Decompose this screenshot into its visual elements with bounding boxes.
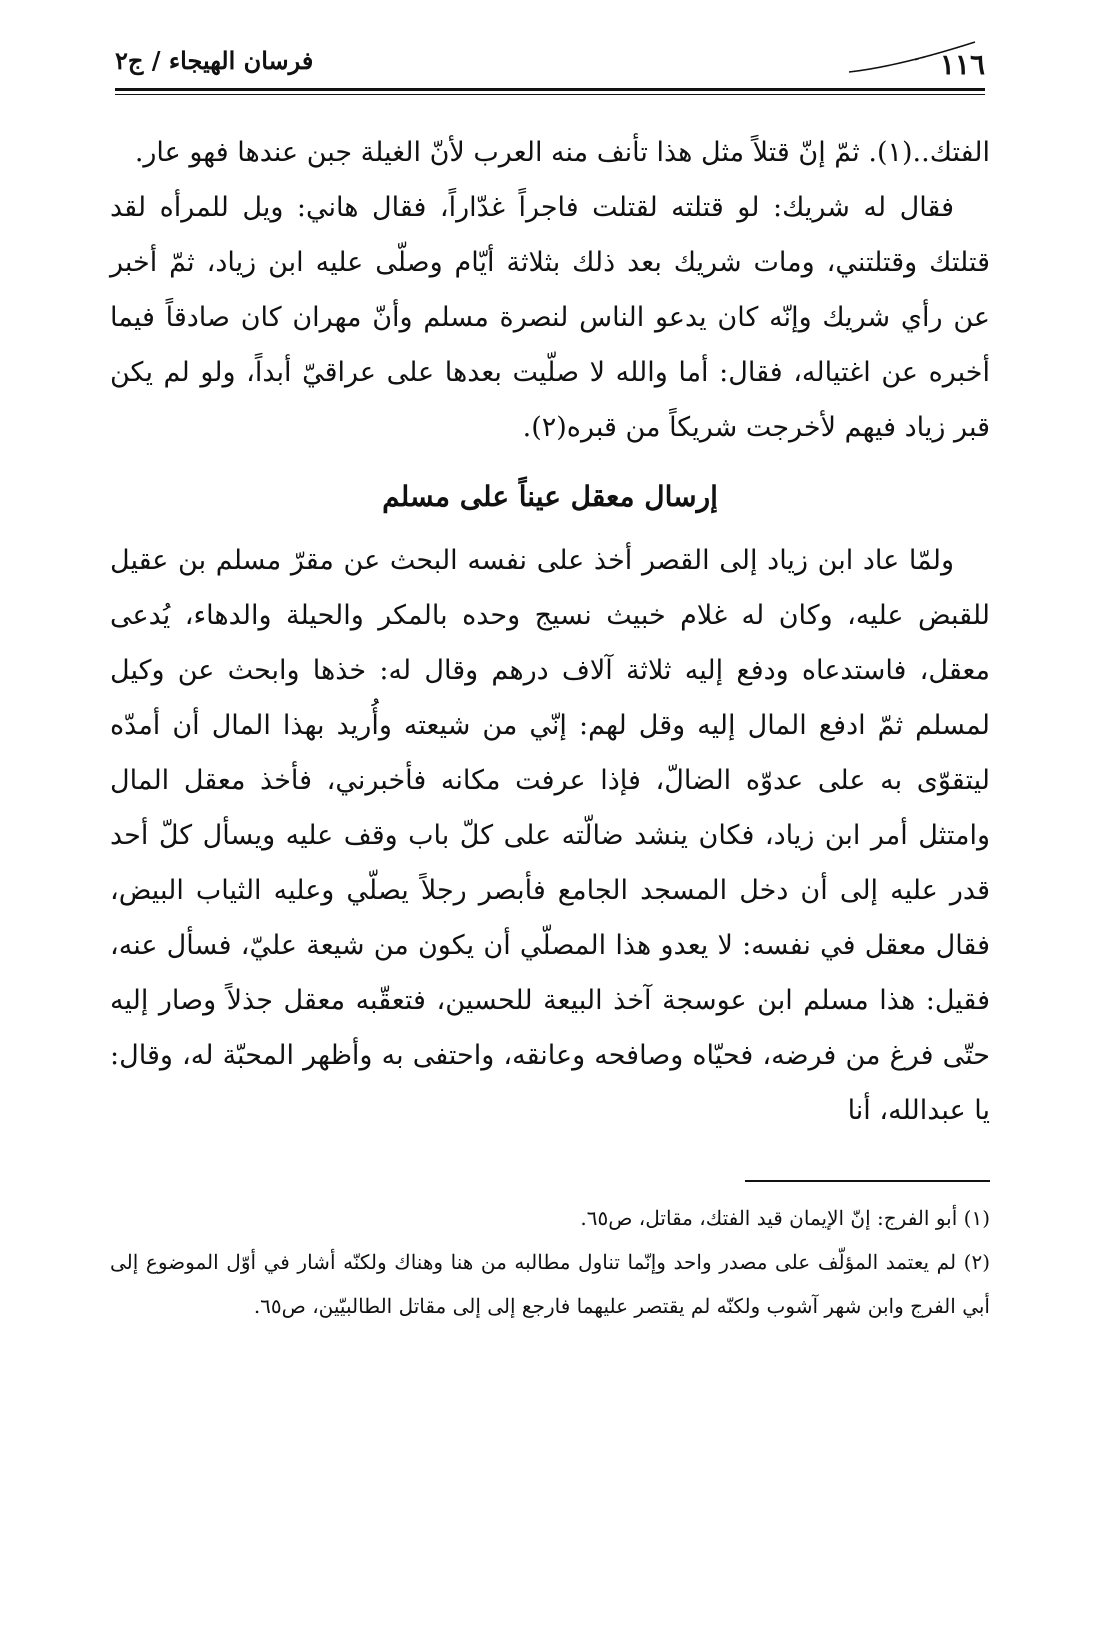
paragraph-sharik: فقال له شريك: لو قتلته لقتلت فاجراً غدّاراً، فقال هاني: ويل للمرأه لقد قتلتك وقتلتني، ومات شريك بعد ذلك بثلاثة أيّام وصلّى عليه ابن زياد، ثمّ أخبر عن رأي شريك وإنّه كان يدعو الناس لنصرة مسلم وأنّ مهران كان صادقاً فيما أخبره عن اغتياله، فقال: أما والله لا صلّيت بعدها على عراقيّ أبداً، ولو لم يكن قبر زياد فيهم لأخرجت شريكاً من قبره(٢). (110, 192, 990, 443)
running-title: فرسان الهيجاء / ج٢ (115, 46, 314, 75)
footnotes (110, 1196, 990, 1328)
footnote-separator (745, 1180, 990, 1182)
footnote-2: (٢) لم يعتمد المؤلّف على مصدر واحد وإنّما تناول مطالبه من هنا وهناك ولكنّه أشار في أوّل الموضوع إلى أبي الفرج وابن شهر آشوب ولكنّه لم يقتصر عليهما فارجع إلى إلى مقاتل الطالبيّين، ص٦٥. (110, 1250, 990, 1318)
footnote-1: (١) أبو الفرج: إنّ الإيمان قيد الفتك، مقاتل، ص٦٥. (580, 1206, 990, 1230)
page-header (115, 38, 985, 98)
paragraph-maqil: ولمّا عاد ابن زياد إلى القصر أخذ على نفسه البحث عن مقرّ مسلم بن عقيل للقبض عليه، وكان له غلام خبيث نسيج وحده بالمكر والحيلة والدهاء، يُدعى معقل، فاستدعاه ودفع إليه ثلاثة آلاف درهم وقال له: خذها وابحث عن وكيل لمسلم ثمّ ادفع المال إليه وقل لهم: إنّي من شيعته وأُريد بهذا المال أن أمدّه ليتقوّى به على عدوّه الضالّ، فإذا عرفت مكانه فأخبرني، فأخذ معقل المال وامتثل أمر ابن زياد، فكان ينشد ضالّته على كلّ باب وقف عليه ويسأل كلّ أحد قدر عليه إلى أن دخل المسجد الجامع فأبصر رجلاً يصلّي وعليه الثياب البيض، فقال معقل في نفسه: لا يعدو هذا المصلّي أن يكون من شيعة عليّ، فسأل عنه، فقيل: هذا مسلم ابن عوسجة آخذ البيعة للحسين، فتعقّبه معقل جذلاً وصار إليه حتّى فرغ من فرضه، فحيّاه وصافحه وعانقه، واحتفى به وأظهر المحبّة له، وقال: يا عبدالله، أنا (110, 545, 990, 1126)
header-rule (115, 88, 985, 91)
section-heading: إرسال معقل عيناً على مسلم (382, 480, 718, 513)
main-text (110, 125, 990, 1138)
paragraph-continuation: الفتك..(١). ثمّ إنّ قتلاً مثل هذا تأنف منه العرب لأنّ الغيلة جبن عندها فهو عار. (134, 137, 990, 168)
header-rule-thin (115, 94, 985, 95)
page-number: ١١٦ (939, 48, 985, 81)
